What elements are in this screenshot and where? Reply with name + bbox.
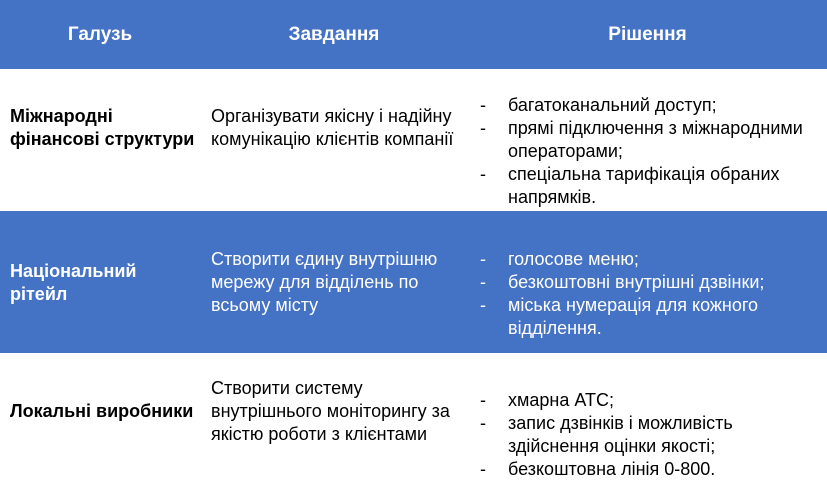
solution-item: - багатоканальний доступ;: [480, 95, 717, 115]
solution-item: - безкоштовна лінія 0-800.: [480, 459, 716, 479]
bullet-dash: -: [480, 164, 486, 184]
industry-cell: Міжнародні фінансові структури: [10, 106, 195, 149]
table-row: [0, 353, 827, 488]
table-row: [0, 69, 827, 211]
solution-item: - міська нумерація для кожного відділення.: [480, 295, 759, 338]
header-task: Завдання: [288, 24, 380, 45]
bullet-dash: -: [480, 95, 486, 115]
solution-cell: [480, 389, 825, 481]
bullet-dash: -: [480, 249, 486, 269]
solution-item: - спеціальна тарифікація обраних напрямків.: [480, 164, 780, 207]
task-cell: Створити єдину внутрішню мережу для відділень по всьому місту: [211, 249, 438, 315]
solution-item: - голосове меню;: [480, 249, 639, 269]
header-industry: Галузь: [67, 24, 133, 45]
bullet-dash: -: [480, 272, 486, 292]
bullet-dash: -: [480, 295, 486, 315]
industry-cell: Локальні виробники: [10, 401, 194, 421]
solution-item: - запис дзвінків і можливість здійснення оцінки якості;: [480, 413, 733, 456]
table-row: [0, 211, 827, 353]
task-cell: Створити систему внутрішнього моніторингу за якістю роботи з клієнтами: [211, 378, 450, 444]
solution-item: - безкоштовні внутрішні дзвінки;: [480, 272, 765, 292]
solution-item: - хмарна АТС;: [480, 390, 614, 410]
bullet-dash: -: [480, 118, 486, 138]
solution-cell: [480, 94, 825, 209]
bullet-dash: -: [480, 390, 486, 410]
bullet-dash: -: [480, 413, 486, 433]
bullet-dash: -: [480, 459, 486, 479]
task-cell: Організувати якісну і надійну комунікацію клієнтів компанії: [211, 106, 454, 149]
industry-cell: Національний рітейл: [10, 261, 137, 304]
header-solution: Рішення: [608, 24, 687, 45]
solution-item: - прямі підключення з міжнародними операторами;: [480, 118, 803, 161]
solution-cell: [480, 248, 825, 340]
table-header: [0, 0, 827, 69]
